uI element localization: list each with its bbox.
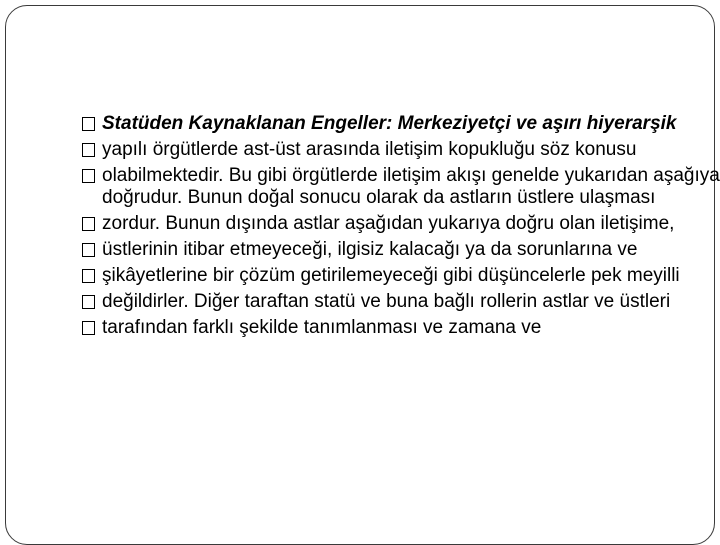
bullet-item — [80, 165, 720, 209]
bullet-item — [80, 317, 720, 339]
bullet-item — [80, 113, 720, 135]
bullet-text: üstlerinin itibar etmeyeceği, ilgisiz kalacağı ya da sorunlarına ve — [102, 239, 638, 260]
bullet-item — [80, 139, 720, 161]
bullet-text: olabilmektedir. Bu gibi örgütlerde iletişim akışı genelde yukarıdan aşağıya doğrudur. Bunun doğal sonucu olarak da astların üstlere ulaşması — [102, 165, 720, 208]
bullet-box-icon — [82, 321, 95, 335]
bullet-box-icon — [82, 143, 95, 157]
bullet-list — [80, 113, 720, 343]
bullet-item — [80, 265, 720, 287]
bullet-item — [80, 291, 720, 313]
bullet-text: zordur. Bunun dışında astlar aşağıdan yukarıya doğru olan iletişime, — [102, 213, 675, 234]
bullet-text: yapılı örgütlerde ast-üst arasında iletişim kopukluğu söz konusu — [102, 139, 637, 160]
bullet-text: değildirler. Diğer taraftan statü ve buna bağlı rollerin astlar ve üstleri — [102, 291, 671, 312]
bullet-item — [80, 239, 720, 261]
bullet-item — [80, 213, 720, 235]
bullet-box-icon — [82, 243, 95, 257]
bullet-box-icon — [82, 217, 95, 231]
bullet-text: şikâyetlerine bir çözüm getirilemeyeceği gibi düşüncelerle pek meyilli — [102, 265, 680, 286]
bullet-box-icon — [82, 117, 95, 131]
bullet-text: Statüden Kaynaklanan Engeller: Merkeziyetçi ve aşırı hiyerarşik — [102, 113, 677, 134]
bullet-box-icon — [82, 295, 95, 309]
bullet-box-icon — [82, 169, 95, 183]
bullet-box-icon — [82, 269, 95, 283]
bullet-text: tarafından farklı şekilde tanımlanması ve zamana ve — [102, 317, 542, 338]
